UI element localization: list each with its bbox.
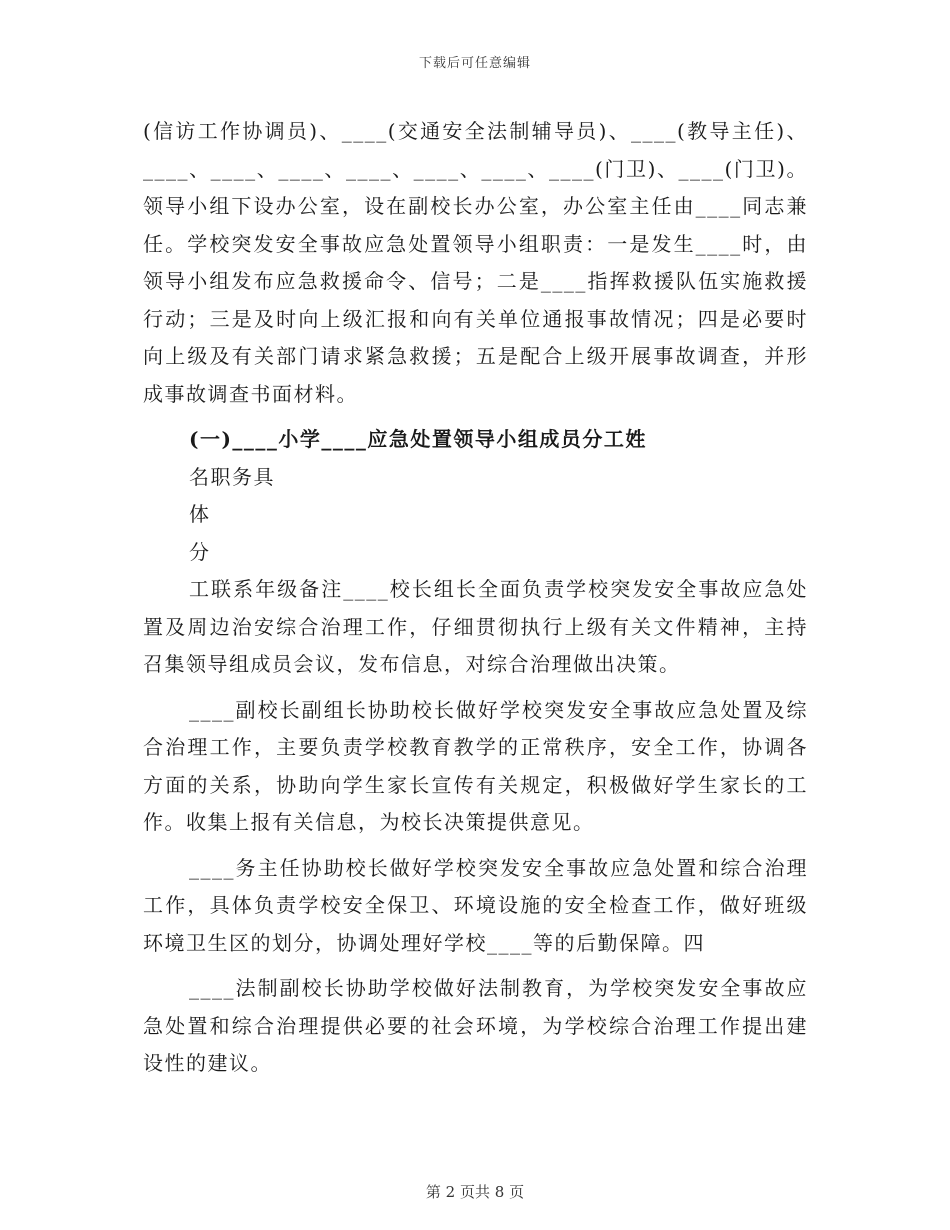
paragraph-intro: (信访工作协调员)、____(交通安全法制辅导员)、____(教导主任)、____、____、____、____、____、____、____(门卫)、____(门卫)。领导小组下设办公室，设在副校长办公室，办公室主任由____同志兼任。学校突发安全事故应急处置领导小组职责：一是发生____时，由领导小组发布应急救援命令、信号；二是____指挥救援队伍实施救援行动；三是及时向上级汇报和向有关单位通报事故情况；四是必要时向上级及有关部门请求紧急救援；五是配合上级开展事故调查，并形成事故调查书面材料。	[143, 119, 808, 406]
table-fragment-line-2: 体	[189, 502, 211, 526]
paragraph-principal: 工联系年级备注____校长组长全面负责学校突发安全事故应急处置及周边治安综合治理工作，仔细贯彻执行上级有关文件精神，主持召集领导组成员会议，发布信息，对综合治理做出决策。	[143, 577, 808, 676]
section-heading: (一)____小学____应急处置领导小组成员分工姓	[189, 427, 647, 451]
table-fragment-line-3: 分	[189, 539, 211, 564]
page-footer	[0, 1181, 950, 1202]
paragraph-legal-vice-principal: ____法制副校长协助学校做好法制教育，为学校突发安全事故应急处置和综合治理提供必要的社会环境，为学校综合治理工作提出建设性的建议。	[143, 976, 808, 1075]
paragraph-vice-principal: ____副校长副组长协助校长做好学校突发安全事故应急处置及综合治理工作，主要负责学校教育教学的正常秩序，安全工作，协调各方面的关系，协助向学生家长宣传有关规定，积极做好学生家长的工作。收集上报有关信息，为校长决策提供意见。	[143, 697, 808, 834]
document-body	[143, 113, 808, 1083]
page-header: 下载后可任意编辑	[418, 56, 531, 71]
page-number-label: 第 2 页共 8 页	[425, 1183, 525, 1201]
paragraph-affairs-director: ____务主任协助校长做好学校突发安全事故应急处置和综合治理工作，具体负责学校安全保卫、环境设施的安全检查工作，做好班级环境卫生区的划分，协调处理好学校____等的后勤保障。四	[143, 855, 808, 955]
table-fragment-line-1: 名职务具	[189, 464, 275, 489]
